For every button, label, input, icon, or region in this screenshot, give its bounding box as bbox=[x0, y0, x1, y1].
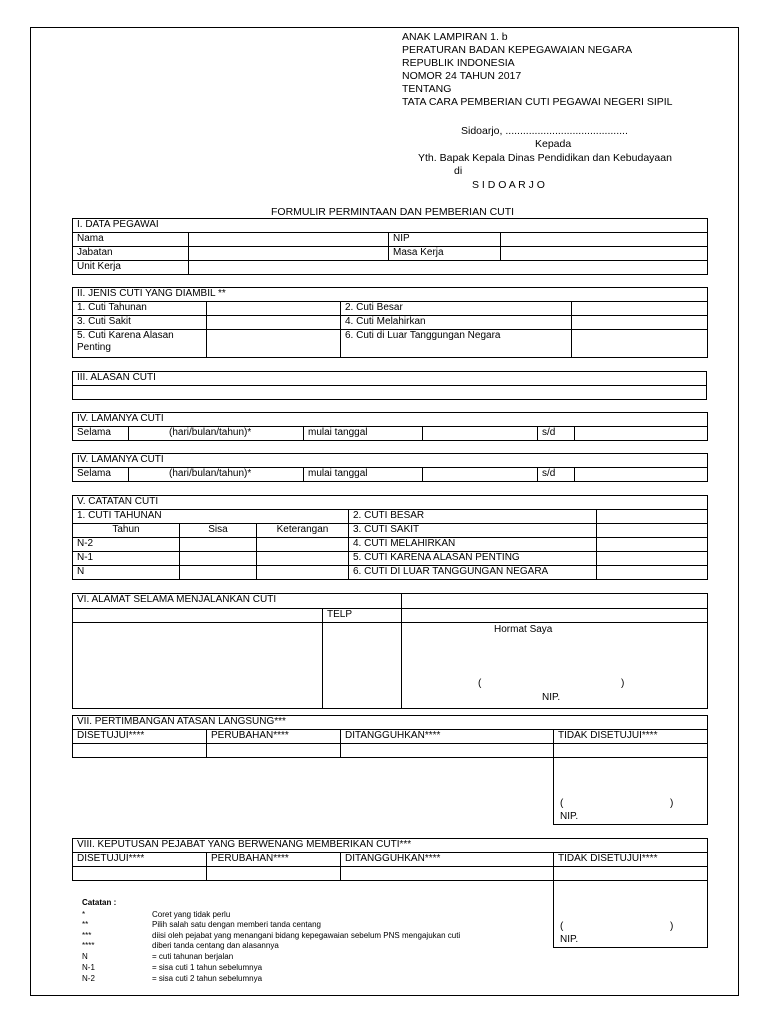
form-title: FORMULIR PERMINTAAN DAN PEMBERIAN CUTI bbox=[271, 206, 515, 218]
header-line: PERATURAN BADAN KEPEGAWAIAN NEGARA bbox=[402, 44, 633, 56]
cuti-option: 5. Cuti Karena Alasan Penting bbox=[73, 330, 207, 358]
decision-field[interactable] bbox=[73, 867, 207, 881]
catatan-field[interactable] bbox=[597, 566, 708, 580]
cuti-option: 1. Cuti Tahunan bbox=[73, 302, 207, 316]
di-label: di bbox=[454, 165, 463, 177]
telp-field[interactable] bbox=[402, 609, 708, 623]
column-header: DITANGGUHKAN**** bbox=[341, 730, 554, 744]
section-title: IV. LAMANYA CUTI bbox=[73, 454, 708, 468]
decision-field[interactable] bbox=[341, 867, 554, 881]
note-text: = sisa cuti 2 tahun sebelumnya bbox=[152, 974, 263, 983]
alamat-field[interactable] bbox=[73, 609, 323, 623]
alamat-field[interactable] bbox=[73, 623, 323, 709]
catatan-field[interactable] bbox=[597, 510, 708, 524]
column-header: PERUBAHAN**** bbox=[207, 853, 341, 867]
cuti-checkbox[interactable] bbox=[572, 302, 708, 316]
section-title: VI. ALAMAT SELAMA MENJALANKAN CUTI bbox=[73, 594, 402, 609]
section-title: III. ALASAN CUTI bbox=[73, 372, 707, 386]
section-title: IV. LAMANYA CUTI bbox=[73, 413, 708, 427]
note-symbol: N-2 bbox=[82, 974, 95, 983]
masa-kerja-field[interactable] bbox=[501, 247, 708, 261]
year-label: N bbox=[73, 566, 180, 580]
field-label: Selama bbox=[73, 468, 129, 482]
field-label: 2. CUTI BESAR bbox=[349, 510, 597, 524]
alamat-table bbox=[72, 593, 708, 709]
decision-field[interactable] bbox=[554, 744, 708, 758]
note-text: Pilih salah satu dengan memberi tanda centang bbox=[152, 920, 321, 929]
field-label: 4. CUTI MELAHIRKAN bbox=[349, 538, 597, 552]
catatan-field[interactable] bbox=[597, 538, 708, 552]
year-label: N-1 bbox=[73, 552, 180, 566]
cuti-option: 3. Cuti Sakit bbox=[73, 316, 207, 330]
lamanya-cuti-table bbox=[72, 412, 708, 441]
field-label: 3. CUTI SAKIT bbox=[349, 524, 597, 538]
paren-close: ) bbox=[670, 921, 674, 932]
cuti-checkbox[interactable] bbox=[207, 302, 341, 316]
column-header: DITANGGUHKAN**** bbox=[341, 853, 554, 867]
header-line: NOMOR 24 TAHUN 2017 bbox=[402, 70, 522, 82]
note-text: diisi oleh pejabat yang menangani bidang kepegawaian sebelum PNS mengajukan cuti bbox=[152, 931, 461, 940]
nip-field[interactable] bbox=[501, 233, 708, 247]
note-text: = sisa cuti 1 tahun sebelumnya bbox=[152, 963, 263, 972]
field-label: Unit Kerja bbox=[73, 261, 189, 275]
year-label: N-2 bbox=[73, 538, 180, 552]
decision-field[interactable] bbox=[341, 744, 554, 758]
catatan-field[interactable] bbox=[597, 524, 708, 538]
note-symbol: N-1 bbox=[82, 963, 95, 972]
blank-cell bbox=[323, 623, 402, 709]
field-label: TELP bbox=[323, 609, 402, 623]
column-header: Keterangan bbox=[257, 524, 349, 538]
alasan-field[interactable] bbox=[73, 386, 707, 400]
section-title: I. DATA PEGAWAI bbox=[73, 219, 708, 233]
field-label: Selama bbox=[73, 427, 129, 441]
lamanya-cuti-table bbox=[72, 453, 708, 482]
field-label: Nama bbox=[73, 233, 189, 247]
cuti-checkbox[interactable] bbox=[207, 316, 341, 330]
column-header: TIDAK DISETUJUI**** bbox=[554, 853, 708, 867]
tanggal-selesai-field[interactable] bbox=[575, 427, 708, 441]
jabatan-field[interactable] bbox=[189, 247, 389, 261]
paren-open: ( bbox=[478, 678, 482, 689]
cuti-option: 2. Cuti Besar bbox=[341, 302, 572, 316]
blank-cell bbox=[73, 758, 554, 825]
field-label: Jabatan bbox=[73, 247, 189, 261]
alasan-cuti-table bbox=[72, 371, 707, 400]
column-header: DISETUJUI**** bbox=[73, 853, 207, 867]
header-line: TATA CARA PEMBERIAN CUTI PEGAWAI NEGERI SIPIL bbox=[402, 96, 673, 108]
tanggal-mulai-field[interactable] bbox=[423, 468, 538, 482]
city: S I D O A R J O bbox=[472, 179, 545, 191]
nip-label: NIP. bbox=[560, 811, 579, 822]
cuti-checkbox[interactable] bbox=[207, 330, 341, 358]
field-label: 6. CUTI DI LUAR TANGGUNGAN NEGARA bbox=[349, 566, 597, 580]
decision-field[interactable] bbox=[207, 744, 341, 758]
header-line: REPUBLIK INDONESIA bbox=[402, 57, 515, 69]
sisa-field[interactable] bbox=[180, 538, 257, 552]
durasi-field[interactable]: (hari/bulan/tahun)* bbox=[129, 427, 304, 441]
decision-field[interactable] bbox=[554, 867, 708, 881]
tanggal-mulai-field[interactable] bbox=[423, 427, 538, 441]
column-header: DISETUJUI**** bbox=[73, 730, 207, 744]
sisa-field[interactable] bbox=[180, 552, 257, 566]
hormat-saya: Hormat Saya bbox=[494, 624, 553, 635]
paren-close: ) bbox=[621, 678, 625, 689]
keterangan-field[interactable] bbox=[257, 552, 349, 566]
decision-field[interactable] bbox=[73, 744, 207, 758]
column-header: PERUBAHAN**** bbox=[207, 730, 341, 744]
section-title: VIII. KEPUTUSAN PEJABAT YANG BERWENANG MEMBERIKAN CUTI*** bbox=[73, 839, 708, 853]
paren-open: ( bbox=[560, 798, 564, 809]
kepada-label: Kepada bbox=[535, 138, 572, 150]
signature-cell bbox=[554, 881, 708, 948]
note-text: Coret yang tidak perlu bbox=[152, 910, 231, 919]
data-pegawai-table bbox=[72, 218, 708, 275]
catatan-cuti-table bbox=[72, 495, 708, 580]
column-header: Tahun bbox=[73, 524, 180, 538]
section-title: V. CATATAN CUTI bbox=[73, 496, 708, 510]
field-label: s/d bbox=[538, 427, 575, 441]
note-symbol: *** bbox=[82, 931, 92, 940]
cuti-option: 4. Cuti Melahirkan bbox=[341, 316, 572, 330]
field-label: s/d bbox=[538, 468, 575, 482]
signature-cell bbox=[554, 758, 708, 825]
nip-label: NIP. bbox=[560, 934, 579, 945]
sisa-field[interactable] bbox=[180, 566, 257, 580]
column-header: Sisa bbox=[180, 524, 257, 538]
header-line: ANAK LAMPIRAN 1. b bbox=[402, 31, 508, 43]
cuti-checkbox[interactable] bbox=[572, 330, 708, 358]
pertimbangan-table bbox=[72, 715, 708, 825]
unit-kerja-field[interactable] bbox=[189, 261, 708, 275]
field-label: Masa Kerja bbox=[389, 247, 501, 261]
field-label: 5. CUTI KARENA ALASAN PENTING bbox=[349, 552, 597, 566]
field-label: mulai tanggal bbox=[304, 468, 423, 482]
field-label: mulai tanggal bbox=[304, 427, 423, 441]
nip-label: NIP. bbox=[542, 692, 561, 703]
tanggal-selesai-field[interactable] bbox=[575, 468, 708, 482]
durasi-field[interactable]: (hari/bulan/tahun)* bbox=[129, 468, 304, 482]
cuti-checkbox[interactable] bbox=[572, 316, 708, 330]
header-line: TENTANG bbox=[402, 83, 452, 95]
decision-field[interactable] bbox=[207, 867, 341, 881]
field-label: NIP bbox=[389, 233, 501, 247]
note-symbol: **** bbox=[82, 941, 95, 950]
keterangan-field[interactable] bbox=[257, 538, 349, 552]
note-symbol: ** bbox=[82, 920, 89, 929]
blank-cell bbox=[402, 594, 708, 609]
paren-close: ) bbox=[670, 798, 674, 809]
nama-field[interactable] bbox=[189, 233, 389, 247]
signature-cell bbox=[402, 623, 708, 709]
note-symbol: * bbox=[82, 910, 86, 919]
note-symbol: N bbox=[82, 952, 88, 961]
note-text: diberi tanda centang dan alasannya bbox=[152, 941, 279, 950]
section-title: VII. PERTIMBANGAN ATASAN LANGSUNG*** bbox=[73, 716, 708, 730]
note-text: = cuti tahunan berjalan bbox=[152, 952, 234, 961]
recipient: Yth. Bapak Kepala Dinas Pendidikan dan Kebudayaan bbox=[418, 152, 672, 164]
place-date: Sidoarjo, .......................................... bbox=[461, 125, 628, 137]
section-title: II. JENIS CUTI YANG DIAMBIL ** bbox=[73, 288, 708, 302]
cuti-option: 6. Cuti di Luar Tanggungan Negara bbox=[341, 330, 572, 358]
keterangan-field[interactable] bbox=[257, 566, 349, 580]
field-label: 1. CUTI TAHUNAN bbox=[73, 510, 349, 524]
notes-title: Catatan : bbox=[82, 898, 117, 907]
column-header: TIDAK DISETUJUI**** bbox=[554, 730, 708, 744]
paren-open: ( bbox=[560, 921, 564, 932]
catatan-field[interactable] bbox=[597, 552, 708, 566]
jenis-cuti-table bbox=[72, 287, 708, 358]
